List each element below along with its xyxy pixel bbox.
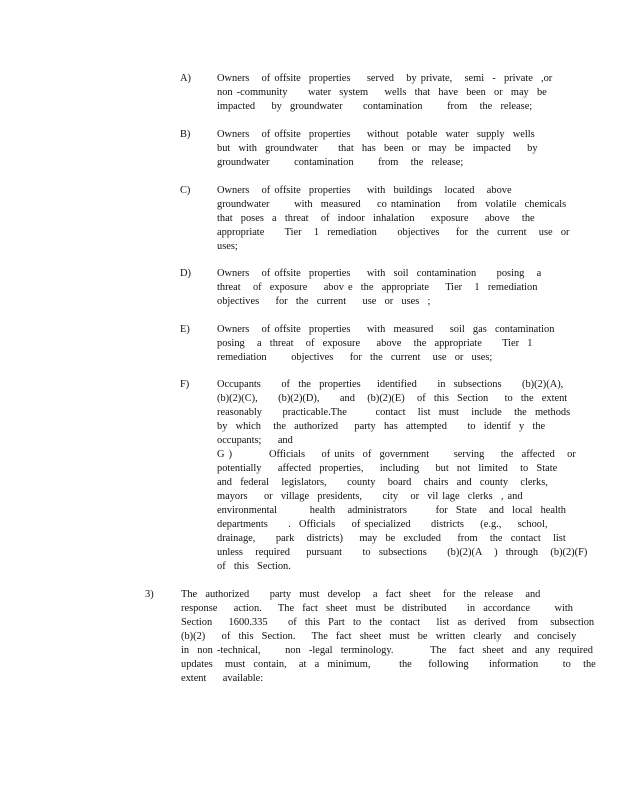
text-line: drainage, park districts) may be excluded from the contact list [217,533,566,544]
text-line: threat of exposure abov e the appropriate Tier 1 remediation [217,282,538,293]
text-line: potentially affected properties, including but not limited to State [217,463,558,474]
text-line: (b)(2) of this Section. The fact sheet must be written clearly and concisely [181,631,577,642]
text-line: non -community water system wells that have been or may be [217,87,547,98]
text-line: unless required pursuant to subsections (b)(2)(A ) through (b)(2)(F) [217,547,588,558]
text-line: remediation objectives for the current use or uses; [217,352,493,363]
text-line: reasonably practicable.The contact list must include the methods [217,407,571,418]
text-line: Owners of offsite properties with buildings located above [217,185,512,196]
item-label: E) [180,324,190,335]
text-line: extent available: [181,673,264,684]
text-line: response action. The fact sheet must be distributed in accordance with [181,603,573,614]
text-line: in non -technical, non -legal terminology. The fact sheet and any required [181,645,593,656]
text-line: groundwater with measured co ntamination from volatile chemicals [217,199,567,210]
text-line: Owners of offsite properties with measured soil gas contamination [217,324,555,335]
text-line: posing a threat of exposure above the appropriate Tier 1 [217,338,533,349]
text-line: but with groundwater that has been or may be impacted by [217,143,538,154]
text-line: Owners of offsite properties with soil contamination posing a [217,268,542,279]
text-line: departments . Officials of specialized districts (e.g., school, [217,519,548,530]
text-line: Section 1600.335 of this Part to the contact list as derived from subsection [181,617,595,628]
text-line: mayors or village presidents, city or vil lage clerks , and [217,491,523,502]
text-line: appropriate Tier 1 remediation objectives for the current use or [217,227,570,238]
item-label: F) [180,379,190,390]
text-line: uses; [217,241,238,252]
text-line: updates must contain, at a minimum, the following information to the [181,659,596,670]
text-line: The authorized party must develop a fact sheet for the release and [181,589,541,600]
item-label: A) [180,73,191,84]
item-label: B) [180,129,191,140]
item-label: 3) [145,589,154,600]
text-line: occupants; and [217,435,293,446]
text-line: Owners of offsite properties without potable water supply wells [217,129,535,140]
text-line: and federal legislators, county board chairs and county clerks, [217,477,548,488]
text-line: Owners of offsite properties served by private, semi - private ,or [217,73,553,84]
text-line: environmental health administrators for State and local health [217,505,566,516]
text-line: objectives for the current use or uses ; [217,296,431,307]
text-line: impacted by groundwater contamination from the release; [217,101,533,112]
text-line: groundwater contamination from the release; [217,157,464,168]
text-line: that poses a threat of indoor inhalation exposure above the [217,213,535,224]
text-line: Occupants of the properties identified in subsections (b)(2)(A), [217,379,564,390]
item-label: C) [180,185,191,196]
text-line: by which the authorized party has attempted to identif y the [217,421,546,432]
text-line: G ) Officials of units of government serving the affected or [217,449,576,460]
text-line: of this Section. [217,561,291,572]
item-label: D) [180,268,191,279]
text-line: (b)(2)(C), (b)(2)(D), and (b)(2)(E) of this Section to the extent [217,393,568,404]
